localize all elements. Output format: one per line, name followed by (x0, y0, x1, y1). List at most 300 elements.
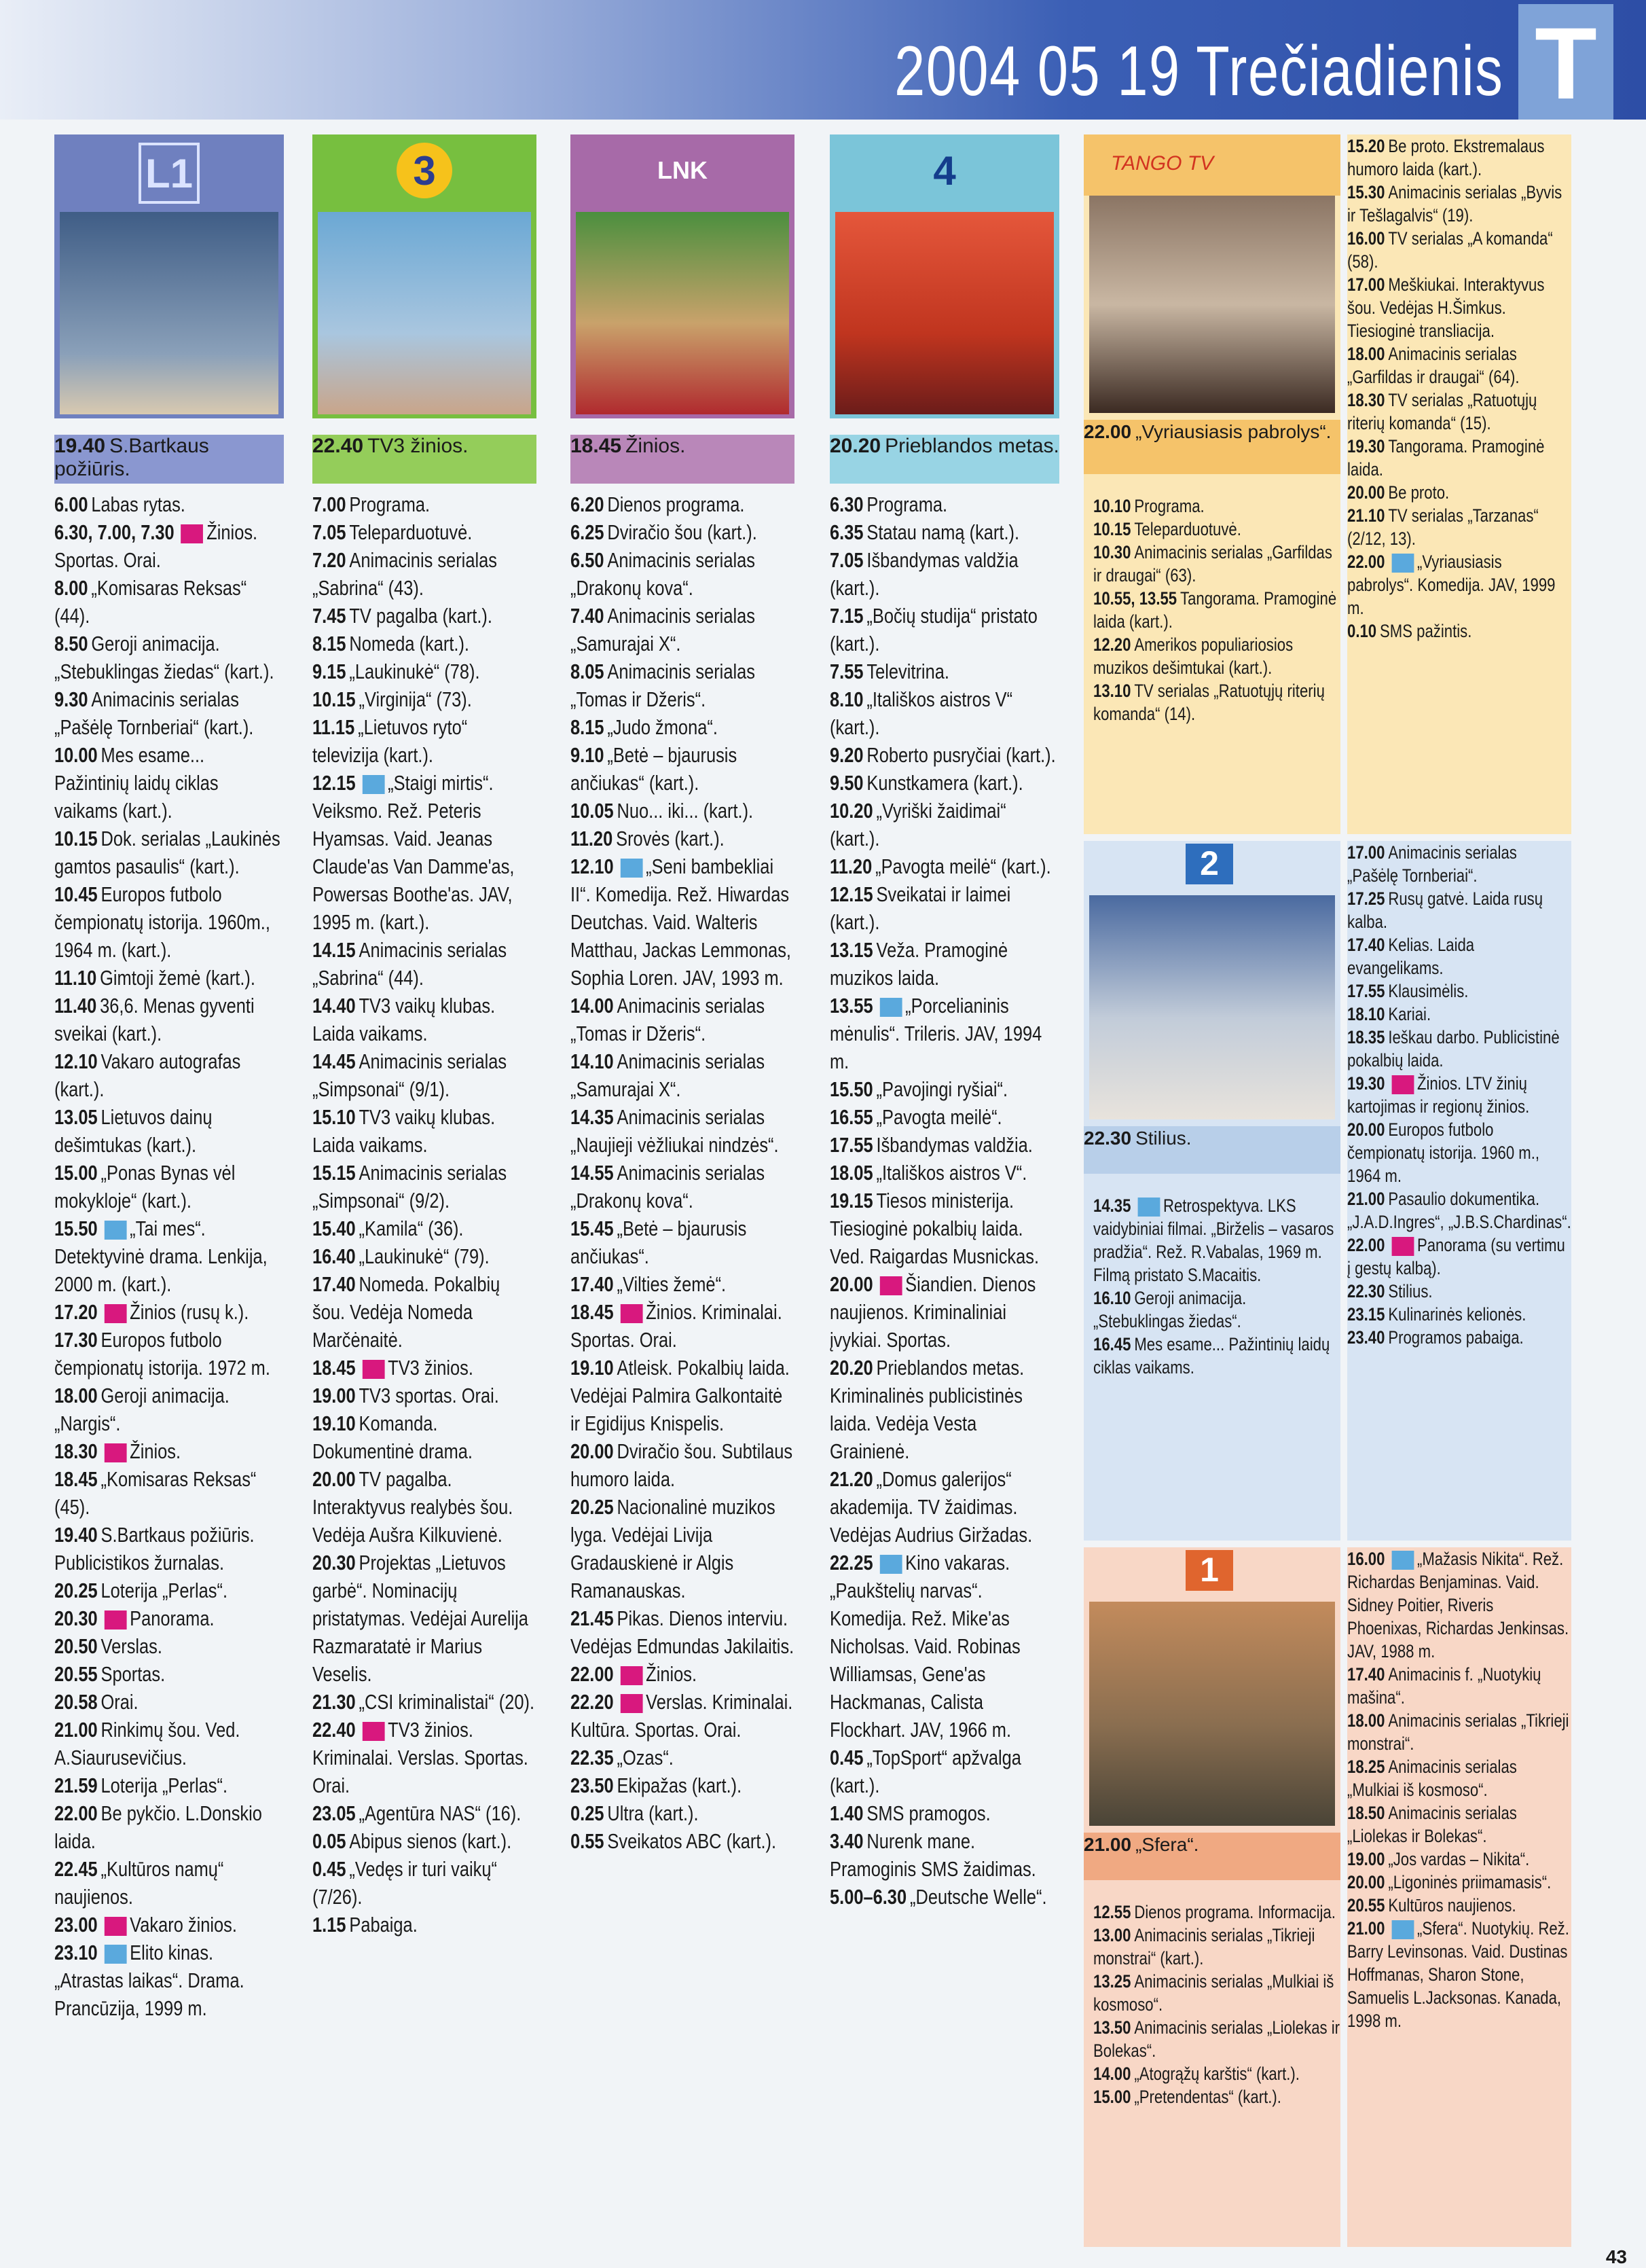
schedule-entry (830, 1187, 1059, 1270)
entry-title: Televitrina. (866, 660, 949, 683)
ltv1-continued-box (1347, 1547, 1571, 2247)
schedule-entry (1347, 181, 1571, 227)
schedule-entry (830, 880, 1059, 936)
entry-time: 15.10 (312, 1105, 356, 1129)
schedule-entry (570, 1214, 794, 1270)
news-badge-icon (104, 1443, 126, 1462)
schedule-entry (830, 1159, 1059, 1187)
schedule-entry (312, 490, 536, 518)
entry-time: 21.20 (830, 1467, 873, 1491)
schedule-entry (570, 825, 794, 852)
entry-title: Verslas. Kriminalai. Kultūra. Sportas. Orai. (570, 1690, 793, 1742)
entry-title: Animacinis serialas „Mulkiai iš kosmoso“. (1347, 1757, 1517, 1800)
entry-title: TV pagalba. Interaktyvus realybės šou. Vedėja Aušra Kilkuvienė. (312, 1467, 513, 1547)
entry-title: Projektas „Lietuvos garbė“. Nominacijų pristatymas. Vedėjai Aurelija Razmaratatė ir Marius Veselis. (312, 1551, 528, 1686)
entry-title: Loterija „Perlas“. (100, 1579, 228, 1602)
entry-time: 14.45 (312, 1049, 356, 1073)
schedule-entry (312, 1270, 536, 1354)
schedule-entry (570, 1799, 794, 1827)
entry-time: 10.00 (54, 743, 98, 767)
entry-time: 22.30 (1347, 1281, 1385, 1301)
schedule-entry (312, 936, 536, 992)
entry-time: 19.30 (1347, 436, 1385, 456)
entry-time: 17.40 (312, 1272, 356, 1296)
schedule-entry (570, 1688, 794, 1744)
entry-time: 9.50 (830, 771, 864, 795)
entry-title: Rinkimų šou. Ved. A.Siaurusevičius. (54, 1718, 240, 1769)
schedule-entry (830, 1465, 1059, 1549)
schedule-entry (1093, 2085, 1340, 2108)
entry-title: Animacinis serialas „Mulkiai iš kosmoso“. (1093, 1971, 1334, 2015)
tv4-highlight-title: Prieblandos metas. (885, 435, 1059, 457)
entry-title: Animacinis serialas „Tikrieji monstrai“. (1347, 1710, 1569, 1754)
schedule-entry (54, 1688, 284, 1716)
schedule-entry (312, 1159, 536, 1214)
schedule-entry (54, 964, 284, 992)
entry-time: 6.30, 7.00, 7.30 (54, 520, 175, 544)
entry-title: „Ligoninės priimamasis“. (1388, 1872, 1552, 1892)
entry-time: 11.20 (830, 854, 873, 878)
entry-time: 17.40 (1347, 935, 1385, 955)
entry-title: Ieškau darbo. Publicistinė pokalbių laida. (1347, 1027, 1560, 1070)
entry-time: 1.15 (312, 1913, 346, 1937)
entry-time: 20.25 (54, 1579, 98, 1602)
entry-title: Ultra (kart.). (607, 1801, 699, 1825)
schedule-entry (1093, 518, 1340, 541)
entry-title: Animacinis serialas „Drakonų kova“. (570, 1161, 765, 1212)
ltv1-box (1084, 1547, 1340, 2247)
entry-title: Geroji animacija. „Stebuklingas žiedas“ (kart.). (54, 632, 274, 683)
entry-time: 11.40 (54, 994, 97, 1018)
entry-title: Kariai. (1388, 1004, 1431, 1024)
tv3-highlight (312, 435, 536, 484)
ltv1-highlight-title: „Sfera“. (1135, 1834, 1199, 1855)
entry-time: 19.30 (1347, 1073, 1385, 1094)
schedule-entry (830, 685, 1059, 741)
entry-title: Animacinis serialas „Samurajai X“. (570, 604, 755, 655)
entry-title: Labas rytas. (91, 492, 185, 516)
entry-title: „Pavogta meilė“ (kart.). (875, 854, 1051, 878)
lrt-logo-icon: L1 (139, 143, 200, 204)
entry-title: Žinios (rusų k.). (130, 1300, 249, 1324)
entry-time: 7.40 (570, 604, 604, 628)
schedule-entry (312, 992, 536, 1047)
entry-title: Animacinis serialas „Samurajai X“. (570, 1049, 765, 1101)
ltv1-schedule (1093, 1901, 1340, 2108)
schedule-entry (1093, 1970, 1340, 2016)
schedule-entry (830, 1549, 1059, 1744)
entry-time: 18.25 (1347, 1757, 1385, 1777)
entry-time: 5.00–6.30 (830, 1885, 907, 1909)
schedule-entry (1347, 481, 1571, 504)
schedule-entry (830, 1744, 1059, 1799)
entry-time: 17.00 (1347, 274, 1385, 295)
schedule-entry (830, 490, 1059, 518)
entry-time: 8.50 (54, 632, 88, 655)
entry-title: TV serialas „Ratuotųjų riterių komanda“ (14). (1093, 681, 1325, 724)
entry-time: 17.40 (570, 1272, 614, 1296)
entry-title: „Sfera“. Nuotykių. Rež. Barry Levinsonas. Vaid. Dustinas Hoffmanas, Sharon Stone, Samuelis L.Jacksonas. Kanada, 1998 m. (1347, 1918, 1569, 2031)
entry-time: 0.45 (830, 1746, 864, 1769)
entry-title: Stilius. (1388, 1281, 1433, 1301)
schedule-entry (1347, 1848, 1571, 1871)
entry-title: „Komisaras Reksas“ (44). (54, 576, 247, 628)
entry-time: 20.30 (54, 1606, 98, 1630)
schedule-entry (54, 685, 284, 741)
film-badge-icon (1391, 554, 1414, 573)
film-badge-icon (1391, 1551, 1414, 1570)
entry-time: 22.40 (312, 1718, 356, 1742)
entry-title: Animacinis serialas „Naujieji vėžliukai nindzės“. (570, 1105, 779, 1157)
entry-title: „Pretendentas“ (kart.). (1134, 2087, 1281, 2107)
entry-time: 18.45 (570, 1300, 614, 1324)
entry-time: 14.00 (570, 994, 614, 1018)
entry-title: „Staigi mirtis“. Veiksmo. Rež. Peteris Hyamsas. Vaid. Jeanas Claude'as Van Damme'as, Powersas Boothe'as. JAV, 1995 m. (kart.). (312, 771, 515, 934)
schedule-entry (54, 741, 284, 825)
entry-time: 17.40 (1347, 1664, 1385, 1685)
schedule-entry (830, 1075, 1059, 1103)
ltv2-logo-icon: 2 (1186, 844, 1233, 884)
schedule-entry (830, 769, 1059, 797)
schedule-entry (830, 1131, 1059, 1159)
entry-title: Animacinis serialas „Simpsonai“ (9/2). (312, 1161, 507, 1212)
entry-time: 20.55 (1347, 1895, 1385, 1915)
tango-highlight-time: 22.00 (1084, 421, 1132, 442)
tv4-header-box (830, 134, 1059, 418)
schedule-entry (1347, 1801, 1571, 1848)
ltv2-schedule (1093, 1194, 1340, 1379)
entry-title: „Laukinukė“ (78). (349, 660, 480, 683)
entry-time: 23.10 (54, 1941, 98, 1964)
entry-time: 15.15 (312, 1161, 356, 1185)
entry-title: Animacinis serialas „Sabrina“ (43). (312, 548, 497, 600)
entry-time: 21.00 (54, 1718, 98, 1742)
news-badge-icon (620, 1666, 642, 1685)
entry-title: „Vilties žemė“. (617, 1272, 727, 1296)
lrt-header-box (54, 134, 284, 418)
entry-time: 18.05 (830, 1161, 873, 1185)
schedule-entry (312, 1354, 536, 1382)
schedule-entry (1093, 587, 1340, 633)
entry-title: Animacinis serialas „Garfildas ir draugai“ (63). (1093, 542, 1332, 586)
entry-title: Mes esame... Pažintinių laidų ciklas vaikams. (1093, 1334, 1330, 1378)
entry-title: Nomeda (kart.). (349, 632, 469, 655)
schedule-entry (54, 1465, 284, 1521)
entry-time: 15.30 (1347, 182, 1385, 202)
entry-title: TV serialas „Ratuotųjų riterių komanda“ (15). (1347, 390, 1537, 433)
schedule-entry (570, 1437, 794, 1493)
entry-title: Sveikatai ir laimei (kart.). (830, 882, 1011, 934)
schedule-entry (312, 1855, 536, 1911)
entry-title: „Porcelianinis mėnulis“. Trileris. JAV, 1994 m. (830, 994, 1042, 1073)
schedule-entry (54, 1214, 284, 1298)
entry-title: „Tai mes“. Detektyvinė drama. Lenkija, 2000 m. (kart.). (54, 1217, 268, 1296)
entry-time: 23.15 (1347, 1304, 1385, 1325)
entry-time: 16.10 (1093, 1288, 1131, 1308)
entry-title: Žinios. (646, 1662, 697, 1686)
schedule-entry (1347, 841, 1571, 887)
entry-time: 10.15 (1093, 519, 1131, 539)
entry-time: 19.00 (1347, 1849, 1385, 1869)
entry-title: Programa. (866, 492, 948, 516)
schedule-entry (830, 518, 1059, 546)
entry-time: 6.20 (570, 492, 604, 516)
news-badge-icon (362, 1360, 384, 1379)
entry-time: 9.10 (570, 743, 604, 767)
ltv2-logo-strip (1084, 841, 1340, 882)
entry-time: 7.20 (312, 548, 346, 572)
schedule-entry (312, 1549, 536, 1688)
entry-title: „Ozas“. (617, 1746, 674, 1769)
entry-title: Panorama (su vertimu į gestų kalbą). (1347, 1235, 1565, 1278)
schedule-entry (312, 1214, 536, 1242)
film-badge-icon (1391, 1920, 1414, 1939)
schedule-entry (312, 1465, 536, 1549)
ltv2-continued-box (1347, 841, 1571, 1541)
schedule-entry (312, 602, 536, 630)
schedule-entry (1093, 541, 1340, 587)
schedule-entry (1347, 1709, 1571, 1755)
film-badge-icon (879, 998, 902, 1017)
tango-continued-schedule (1347, 134, 1571, 643)
lrt-host-photo (60, 212, 278, 414)
entry-time: 12.20 (1093, 634, 1131, 655)
entry-time: 18.00 (1347, 1710, 1385, 1731)
schedule-entry (1347, 619, 1571, 643)
entry-time: 17.30 (54, 1328, 98, 1352)
ltv2-highlight-title: Stilius. (1135, 1128, 1192, 1149)
schedule-entry (570, 1298, 794, 1354)
schedule-entry (830, 992, 1059, 1075)
lnk-schedule (570, 490, 794, 1855)
schedule-entry (1347, 1234, 1571, 1280)
entry-title: Abipus sienos (kart.). (349, 1829, 512, 1853)
schedule-entry (54, 1047, 284, 1103)
schedule-entry (1093, 633, 1340, 679)
entry-time: 0.45 (312, 1857, 346, 1881)
schedule-entry (312, 658, 536, 685)
schedule-entry (1093, 679, 1340, 725)
entry-title: Teleparduotuvė. (349, 520, 473, 544)
lrt-highlight (54, 435, 284, 484)
schedule-entry (1093, 2062, 1340, 2085)
entry-title: „Pavogta meilė“. (876, 1105, 1002, 1129)
tv4-logo-strip (830, 134, 1059, 209)
entry-title: Programa. (1134, 496, 1205, 516)
schedule-entry (830, 546, 1059, 602)
entry-title: Dok. serialas „Laukinės gamtos pasaulis“ (kart.). (54, 827, 280, 878)
entry-time: 14.10 (570, 1049, 614, 1073)
entry-title: Veža. Pramoginė muzikos laida. (830, 938, 1008, 990)
lrt-column (54, 134, 284, 2240)
entry-title: Dienos programa. Informacija. (1134, 1902, 1336, 1922)
schedule-entry (1347, 979, 1571, 1003)
entry-time: 21.59 (54, 1774, 98, 1797)
entry-time: 7.45 (312, 604, 346, 628)
entry-time: 17.55 (1347, 981, 1385, 1001)
schedule-entry (1347, 273, 1571, 342)
schedule-entry (570, 1047, 794, 1103)
entry-title: Žinios. (130, 1439, 181, 1463)
news-badge-icon (879, 1276, 902, 1295)
schedule-entry (570, 1103, 794, 1159)
entry-title: Nuo... iki... (kart.). (617, 799, 754, 823)
entry-title: „Kultūros namų“ naujienos. (54, 1857, 224, 1909)
tango-box (1084, 134, 1340, 834)
entry-title: Animacinis serialas „Tikrieji monstrai“ (kart.). (1093, 1925, 1315, 1968)
schedule-entry (830, 741, 1059, 769)
entry-title: Dienos programa. (607, 492, 745, 516)
entry-time: 0.25 (570, 1801, 604, 1825)
schedule-entry (570, 741, 794, 797)
schedule-entry (830, 658, 1059, 685)
lnk-highlight-time: 18.45 (570, 435, 622, 457)
entry-title: Geroji animacija. „Nargis“. (54, 1384, 230, 1435)
entry-title: Animacinis serialas „Liolekas ir Bolekas“. (1093, 2017, 1340, 2061)
entry-time: 13.55 (830, 994, 873, 1018)
schedule-entry (1347, 1118, 1571, 1187)
entry-time: 15.50 (830, 1077, 873, 1101)
schedule-entry (570, 1771, 794, 1799)
news-badge-icon (104, 1610, 126, 1630)
tv3-logo-icon: 3 (397, 143, 452, 198)
entry-title: TV3 sportas. Orai. (359, 1384, 499, 1407)
lrt-schedule (54, 490, 284, 2022)
schedule-entry (1347, 1280, 1571, 1303)
schedule-entry (830, 852, 1059, 880)
entry-title: Animacinis serialas „Pašėlę Tornberiai“ (kart.). (54, 687, 254, 739)
entry-time: 3.40 (830, 1829, 864, 1853)
entry-time: 7.55 (830, 660, 864, 683)
entry-time: 22.25 (830, 1551, 873, 1574)
entry-time: 15.50 (54, 1217, 98, 1240)
lrt-highlight-title: S.Bartkaus požiūris. (54, 435, 209, 480)
entry-title: Nacionalinė muzikos lyga. Vedėjai Livija Gradauskienė ir Algis Ramanauskas. (570, 1495, 775, 1602)
tv3-highlight-title: TV3 žinios. (367, 435, 469, 457)
schedule-entry (570, 1744, 794, 1771)
schedule-entry (1347, 342, 1571, 389)
entry-title: Prieblandos metas. Kriminalinės publicistinės laida. Vedėja Vesta Grainienė. (830, 1356, 1025, 1463)
entry-title: Statau namą (kart.). (866, 520, 1020, 544)
tango-logo-icon: TANGO TV (1111, 152, 1214, 175)
entry-title: „Mažasis Nikita“. Rež. Richardas Benjaminas. Vaid. Sidney Poitier, Riveris Phoenixas, Richardas Jenkinsas. JAV, 1988 m. (1347, 1549, 1569, 1661)
news-badge-icon (181, 524, 204, 543)
entry-title: „Bočių studija“ pristato (kart.). (830, 604, 1038, 655)
schedule-entry (1093, 1286, 1340, 1333)
schedule-entry (54, 1577, 284, 1604)
film-badge-icon (104, 1945, 126, 1964)
entry-time: 23.50 (570, 1774, 614, 1797)
entry-title: Animacinis serialas „Byvis ir Tešlagalvis“ (19). (1347, 182, 1562, 226)
ltv1-continued-schedule (1347, 1547, 1571, 2032)
entry-title: „Atogrąžų karštis“ (kart.). (1134, 2064, 1300, 2084)
schedule-entry (312, 1242, 536, 1270)
entry-time: 12.10 (570, 854, 614, 878)
entry-title: Ekipažas (kart.). (617, 1774, 742, 1797)
entry-time: 20.00 (1347, 1119, 1385, 1140)
entry-title: Animacinis serialas „Tomas ir Džeris“. (570, 994, 765, 1045)
entry-title: Europos futbolo čempionatų istorija. 1960 m., 1964 m. (1347, 1119, 1540, 1186)
entry-title: „Jos vardas – Nikita“. (1388, 1849, 1530, 1869)
entry-time: 20.58 (54, 1690, 98, 1714)
day-letter-tab: T (1518, 4, 1613, 120)
schedule-entry (1347, 1326, 1571, 1349)
schedule-entry (312, 1799, 536, 1827)
schedule-entry (830, 602, 1059, 658)
entry-time: 16.00 (1347, 1549, 1385, 1569)
entry-title: Europos futbolo čempionatų istorija. 1960m., 1964 m. (kart.). (54, 882, 270, 962)
schedule-entry (312, 1827, 536, 1855)
entry-time: 13.50 (1093, 2017, 1131, 2038)
entry-time: 9.30 (54, 687, 88, 711)
entry-time: 19.40 (54, 1523, 98, 1547)
entry-title: Animacinis f. „Nuotykių mašina“. (1347, 1664, 1541, 1708)
entry-time: 22.45 (54, 1857, 98, 1881)
entry-title: Tangorama. Pramoginė laida (kart.). (1093, 588, 1337, 632)
tv3-column (312, 134, 536, 2240)
schedule-entry (1347, 1755, 1571, 1801)
ltv1-logo-icon: 1 (1186, 1550, 1233, 1591)
entry-time: 10.20 (830, 799, 873, 823)
schedule-entry (570, 602, 794, 658)
entry-time: 14.35 (1093, 1195, 1131, 1216)
entry-title: Roberto pusryčiai (kart.). (866, 743, 1056, 767)
entry-time: 15.00 (54, 1161, 98, 1185)
entry-title: Sportas. (100, 1662, 166, 1686)
page-header (0, 0, 1646, 120)
schedule-entry (830, 1270, 1059, 1354)
entry-time: 21.00 (1347, 1918, 1385, 1939)
entry-title: TV3 vaikų klubas. Laida vaikams. (312, 1105, 496, 1157)
schedule-entry (1347, 389, 1571, 435)
entry-time: 19.15 (830, 1189, 873, 1212)
lrt-logo-strip (54, 134, 284, 209)
entry-title: Animacinis serialas „Simpsonai“ (9/1). (312, 1049, 507, 1101)
entry-title: „CSI kriminalistai“ (20). (359, 1690, 535, 1714)
tango-photo (1089, 196, 1335, 413)
schedule-entry (54, 1326, 284, 1382)
schedule-entry (312, 685, 536, 713)
schedule-entry (1347, 1871, 1571, 1894)
entry-title: Gimtoji žemė (kart.). (100, 966, 255, 990)
tango-highlight (1084, 420, 1340, 474)
entry-title: Kino vakaras. „Paukštelių narvas“. Komedija. Rež. Mike'as Nicholsas. Vaid. Robinas Williamsas, Gene'as Hackmanas, Calista Flockhart. JAV, 1966 m. (830, 1551, 1021, 1742)
entry-title: Žinios. Kriminalai. Sportas. Orai. (570, 1300, 782, 1352)
schedule-entry (54, 1771, 284, 1799)
entry-title: Animacinis serialas „Drakonų kova“. (570, 548, 755, 600)
entry-time: 10.15 (312, 687, 356, 711)
entry-time: 10.30 (1093, 542, 1131, 562)
tv4-schedule (830, 490, 1059, 1911)
entry-time: 14.40 (312, 994, 356, 1018)
entry-title: TV pagalba (kart.). (349, 604, 492, 628)
entry-title: Meškiukai. Interaktyvus šou. Vedėjas H.Šimkus. Tiesioginė transliacija. (1347, 274, 1545, 341)
entry-title: Kulinarinės kelionės. (1388, 1304, 1526, 1325)
schedule-entry (570, 518, 794, 546)
entry-time: 16.40 (312, 1244, 356, 1268)
entry-title: Rusų gatvė. Laida rusų kalba. (1347, 888, 1543, 932)
entry-time: 10.10 (1093, 496, 1131, 516)
entry-title: Kelias. Laida evangelikams. (1347, 935, 1475, 978)
schedule-entry (830, 936, 1059, 992)
film-badge-icon (1137, 1198, 1160, 1217)
entry-time: 20.00 (1347, 1872, 1385, 1892)
entry-title: Tangorama. Pramoginė laida. (1347, 436, 1545, 480)
tango-continued-box (1347, 134, 1571, 834)
ltv1-highlight (1084, 1833, 1340, 1880)
entry-title: Nomeda. Pokalbių šou. Vedėja Nomeda Marčėnaitė. (312, 1272, 500, 1352)
schedule-entry (1347, 550, 1571, 619)
